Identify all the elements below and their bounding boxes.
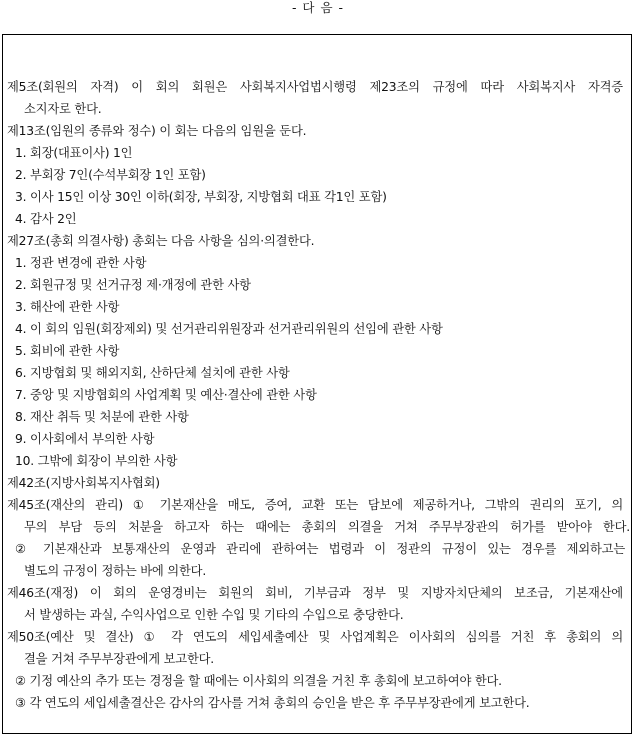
- article-45-line-2: 무의 부담 등의 처분을 하고자 하는 때에는 총회의 의결을 거쳐 주무부장관의 허가를 받아야 한다.: [24, 520, 630, 534]
- notice-heading: - 다 음 -: [291, 0, 345, 15]
- article-50-line-1: 제50조(예산 및 결산) ① 각 연도의 세입세출예산 및 사업계획은 이사회의 심의를 거친 후 총회의 의: [7, 630, 623, 644]
- list-item: 2. 회원규정 및 선거규정 제·개정에 관한 사항: [15, 278, 251, 292]
- article-5-line-1: 제5조(회원의 자격) 이 회의 회원은 사회복지사업법시행령 제23조의 규정에 따라 사회복지사 자격증: [7, 80, 623, 94]
- list-item: 6. 지방협회 및 해외지회, 산하단체 설치에 관한 사항: [15, 366, 290, 380]
- list-item: 2. 부회장 7인(수석부회장 1인 포함): [15, 168, 206, 182]
- article-45-line-1: 제45조(재산의 관리) ① 기본재산을 매도, 증여, 교환 또는 담보에 제공하거나, 그밖의 권리의 포기, 의: [7, 498, 623, 512]
- list-item: 10. 그밖에 회장이 부의한 사항: [15, 454, 178, 468]
- article-46-line-1: 제46조(재정) 이 회의 운영경비는 회원의 회비, 기부금과 정부 및 지방자치단체의 보조금, 기본재산에: [7, 586, 623, 600]
- article-42-title: 제42조(지방사회복지사협회): [7, 476, 160, 490]
- list-item: 5. 회비에 관한 사항: [15, 344, 120, 358]
- list-item: 4. 감사 2인: [15, 212, 77, 226]
- list-item: 3. 해산에 관한 사항: [15, 300, 120, 314]
- article-46-line-2: 서 발생하는 과실, 수익사업으로 인한 수입 및 기타의 수입으로 충당한다.: [24, 608, 404, 622]
- list-item: 4. 이 회의 임원(회장제외) 및 선거관리위원장과 선거관리위원의 선임에 관한 사항: [15, 322, 443, 336]
- article-50-line-2: 결을 거쳐 주무부장관에게 보고한다.: [24, 652, 215, 666]
- list-item: 3. 이사 15인 이상 30인 이하(회장, 부회장, 지방협회 대표 각1인 포함): [15, 190, 387, 204]
- article-5-line-2: 소지자로 한다.: [24, 102, 102, 116]
- list-item: 9. 이사회에서 부의한 사항: [15, 432, 155, 446]
- list-item: 1. 정관 변경에 관한 사항: [15, 256, 147, 270]
- article-13-title: 제13조(임원의 종류와 정수) 이 회는 다음의 임원을 둔다.: [7, 124, 307, 138]
- article-27-title: 제27조(총회 의결사항) 총회는 다음 사항을 심의·의결한다.: [7, 234, 315, 248]
- article-50-line-3: ② 기정 예산의 추가 또는 경정을 할 때에는 이사회의 의결을 거친 후 총회에 보고하여야 한다.: [15, 674, 502, 688]
- list-item: 8. 재산 취득 및 처분에 관한 사항: [15, 410, 189, 424]
- article-45-line-3: ② 기본재산과 보통재산의 운영과 관리에 관하여는 법령과 이 정관의 규정이 있는 경우를 제외하고는: [15, 542, 625, 556]
- list-item: 1. 회장(대표이사) 1인: [15, 146, 133, 160]
- articles-of-association-text: [7, 76, 629, 714]
- article-45-line-4: 별도의 규정이 정하는 바에 의한다.: [24, 564, 207, 578]
- list-item: 7. 중앙 및 지방협회의 사업계획 및 예산·결산에 관한 사항: [15, 388, 317, 402]
- article-50-line-4: ③ 각 연도의 세입세출결산은 감사의 감사를 거쳐 총회의 승인을 받은 후 주무부장관에게 보고한다.: [15, 696, 530, 710]
